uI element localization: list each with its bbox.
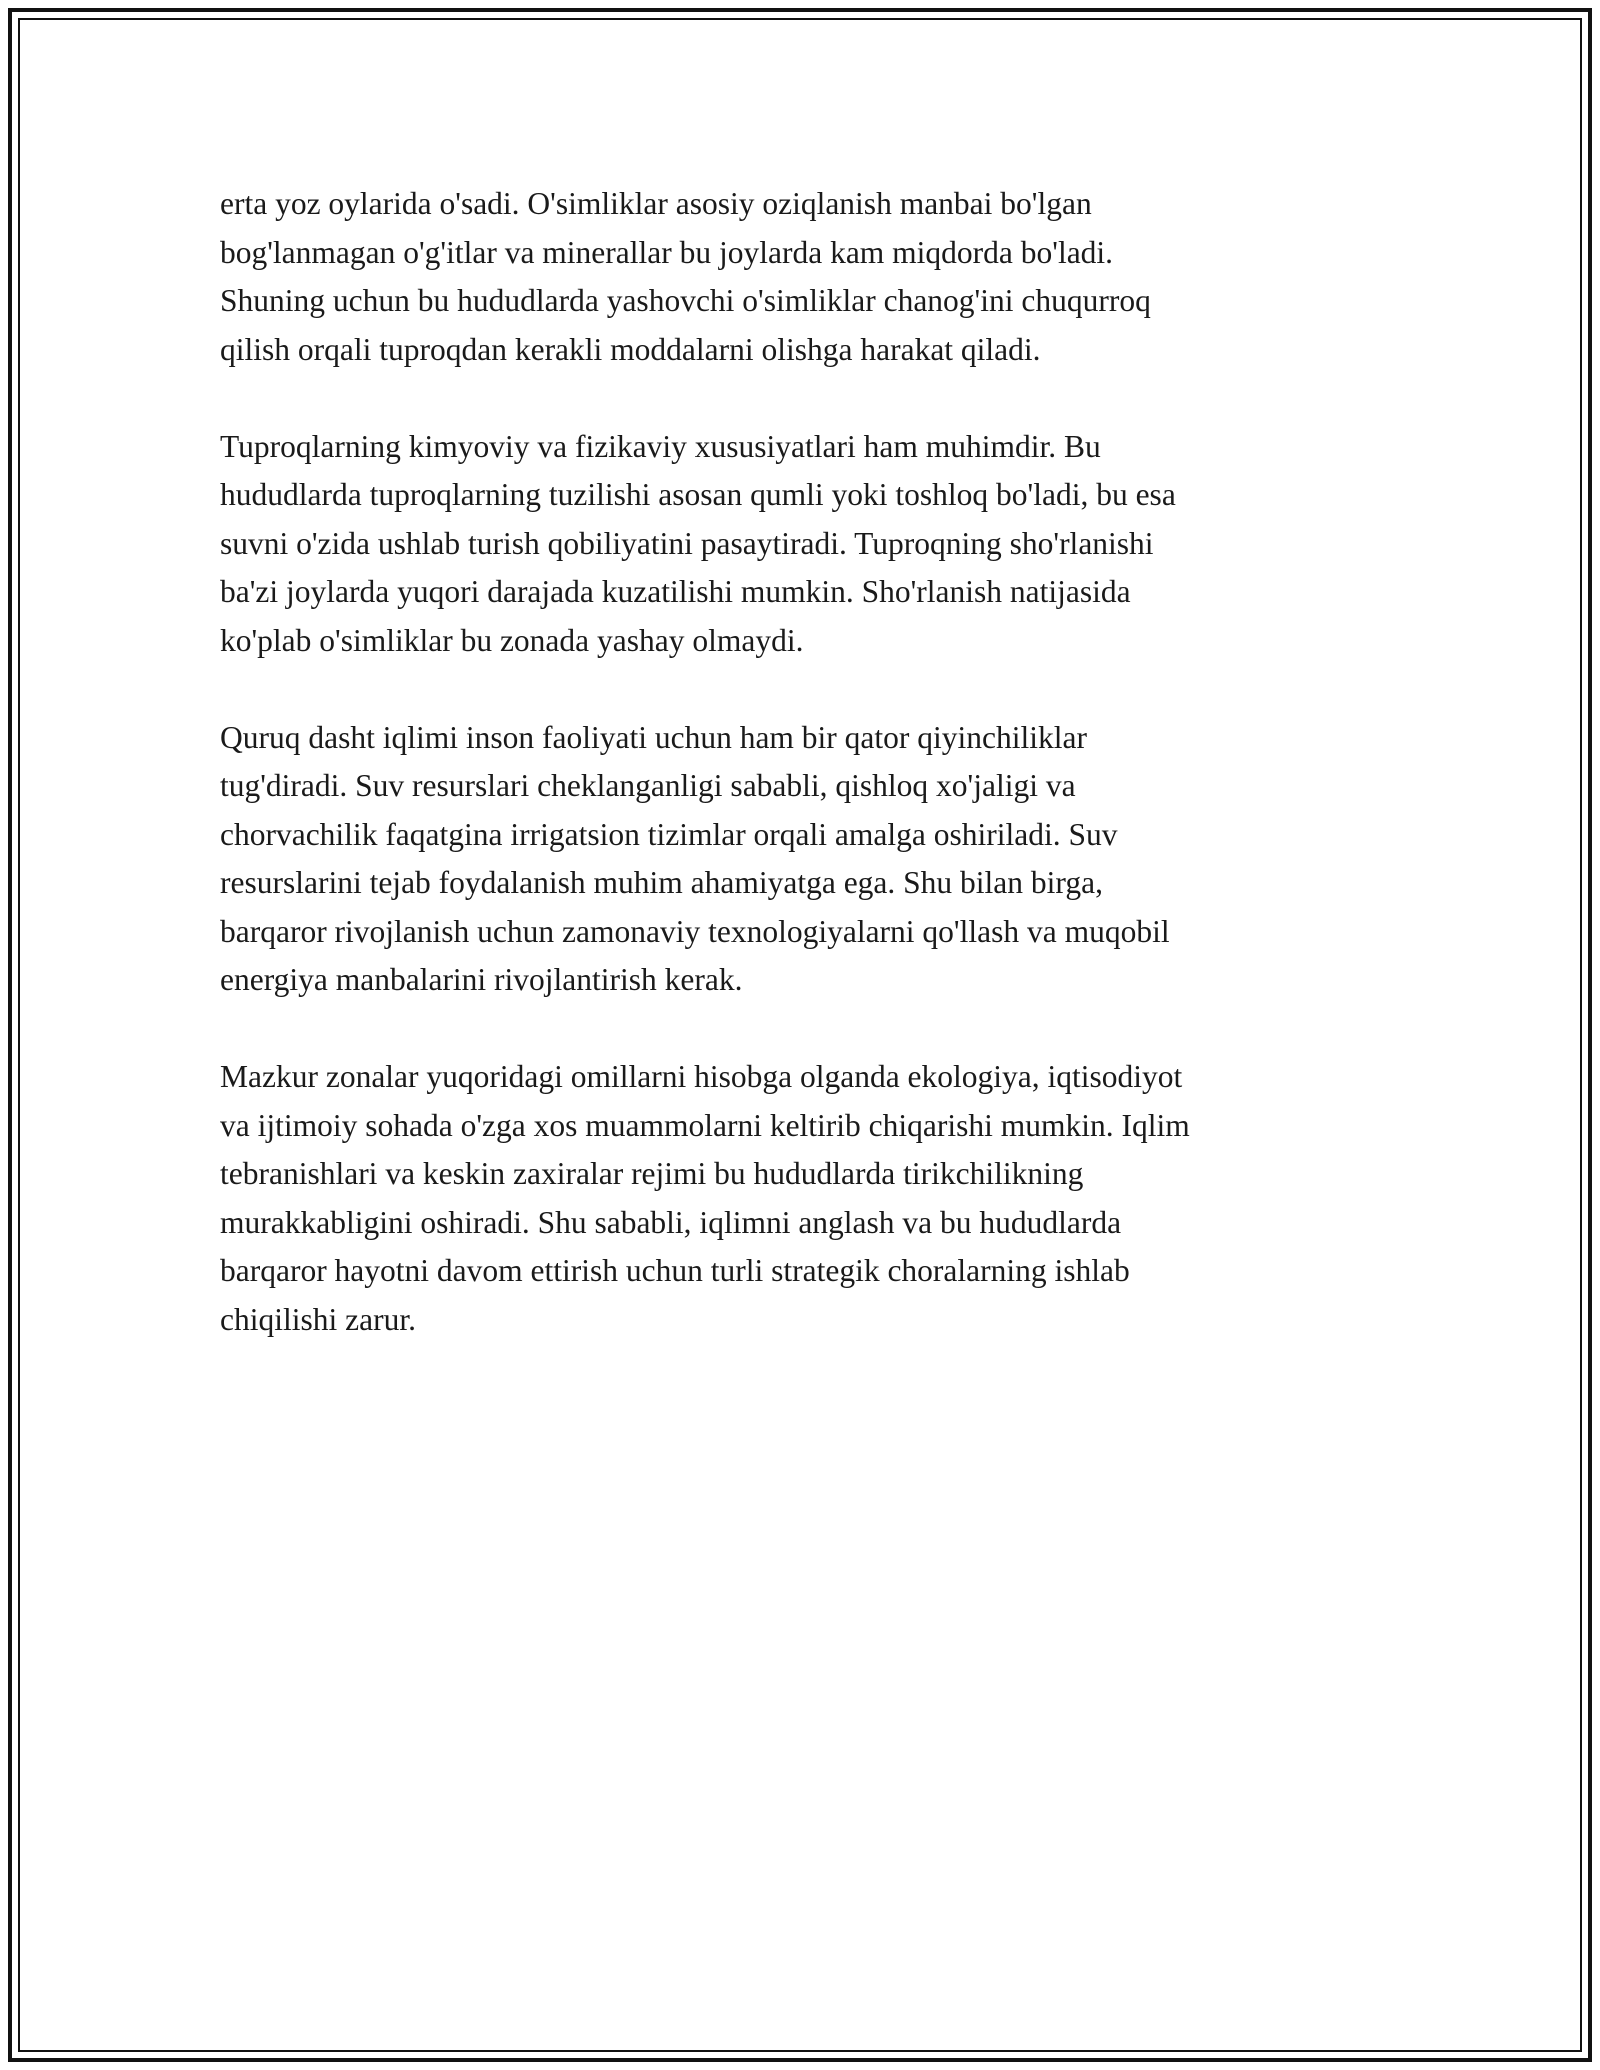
- paragraph-4: Mazkur zonalar yuqoridagi omillarni hisobga olganda ekologiya, iqtisodiyot va ijtimoiy sohada o'zga xos muammolarni keltirib chiqarishi mumkin. Iqlim tebranishlari va keskin zaxiralar rejimi bu hududlarda tirikchilikning murakkabligini oshiradi. Shu sababli, iqlimni anglash va bu hududlarda barqaror hayotni davom ettirish uchun turli strategik choralarning ishlab chiqilishi zarur.: [220, 1059, 1190, 1337]
- document-body: [220, 180, 1420, 1393]
- paragraph-3: Quruq dasht iqlimi inson faoliyati uchun ham bir qator qiyinchiliklar tug'diradi. Suv resurslari cheklanganligi sababli, qishloq xo'jaligi va chorvachilik faqatgina irrigatsion tizimlar orqali amalga oshiriladi. Suv resurslarini tejab foydalanish muhim ahamiyatga ega. Shu bilan birga, barqaror rivojlanish uchun zamonaviy texnologiyalarni qo'llash va muqobil energiya manbalarini rivojlantirish kerak.: [220, 719, 1170, 997]
- paragraph-2: Tuproqlarning kimyoviy va fizikaviy xususiyatlari ham muhimdir. Bu hududlarda tuproqlarning tuzilishi asosan qumli yoki toshloq bo'ladi, bu esa suvni o'zida ushlab turish qobiliyatini pasaytiradi. Tuproqning sho'rlanishi ba'zi joylarda yuqori darajada kuzatilishi mumkin. Sho'rlanish natijasida ko'plab o'simliklar bu zonada yashay olmaydi.: [220, 428, 1176, 658]
- paragraph-1: erta yoz oylarida o'sadi. O'simliklar asosiy oziqlanish manbai bo'lgan bog'lanmagan o'g'itlar va minerallar bu joylarda kam miqdorda bo'ladi. Shuning uchun bu hududlarda yashovchi o'simliklar chanog'ini chuqurroq qilish orqali tuproqdan kerakli moddalarni olishga harakat qiladi.: [220, 186, 1151, 367]
